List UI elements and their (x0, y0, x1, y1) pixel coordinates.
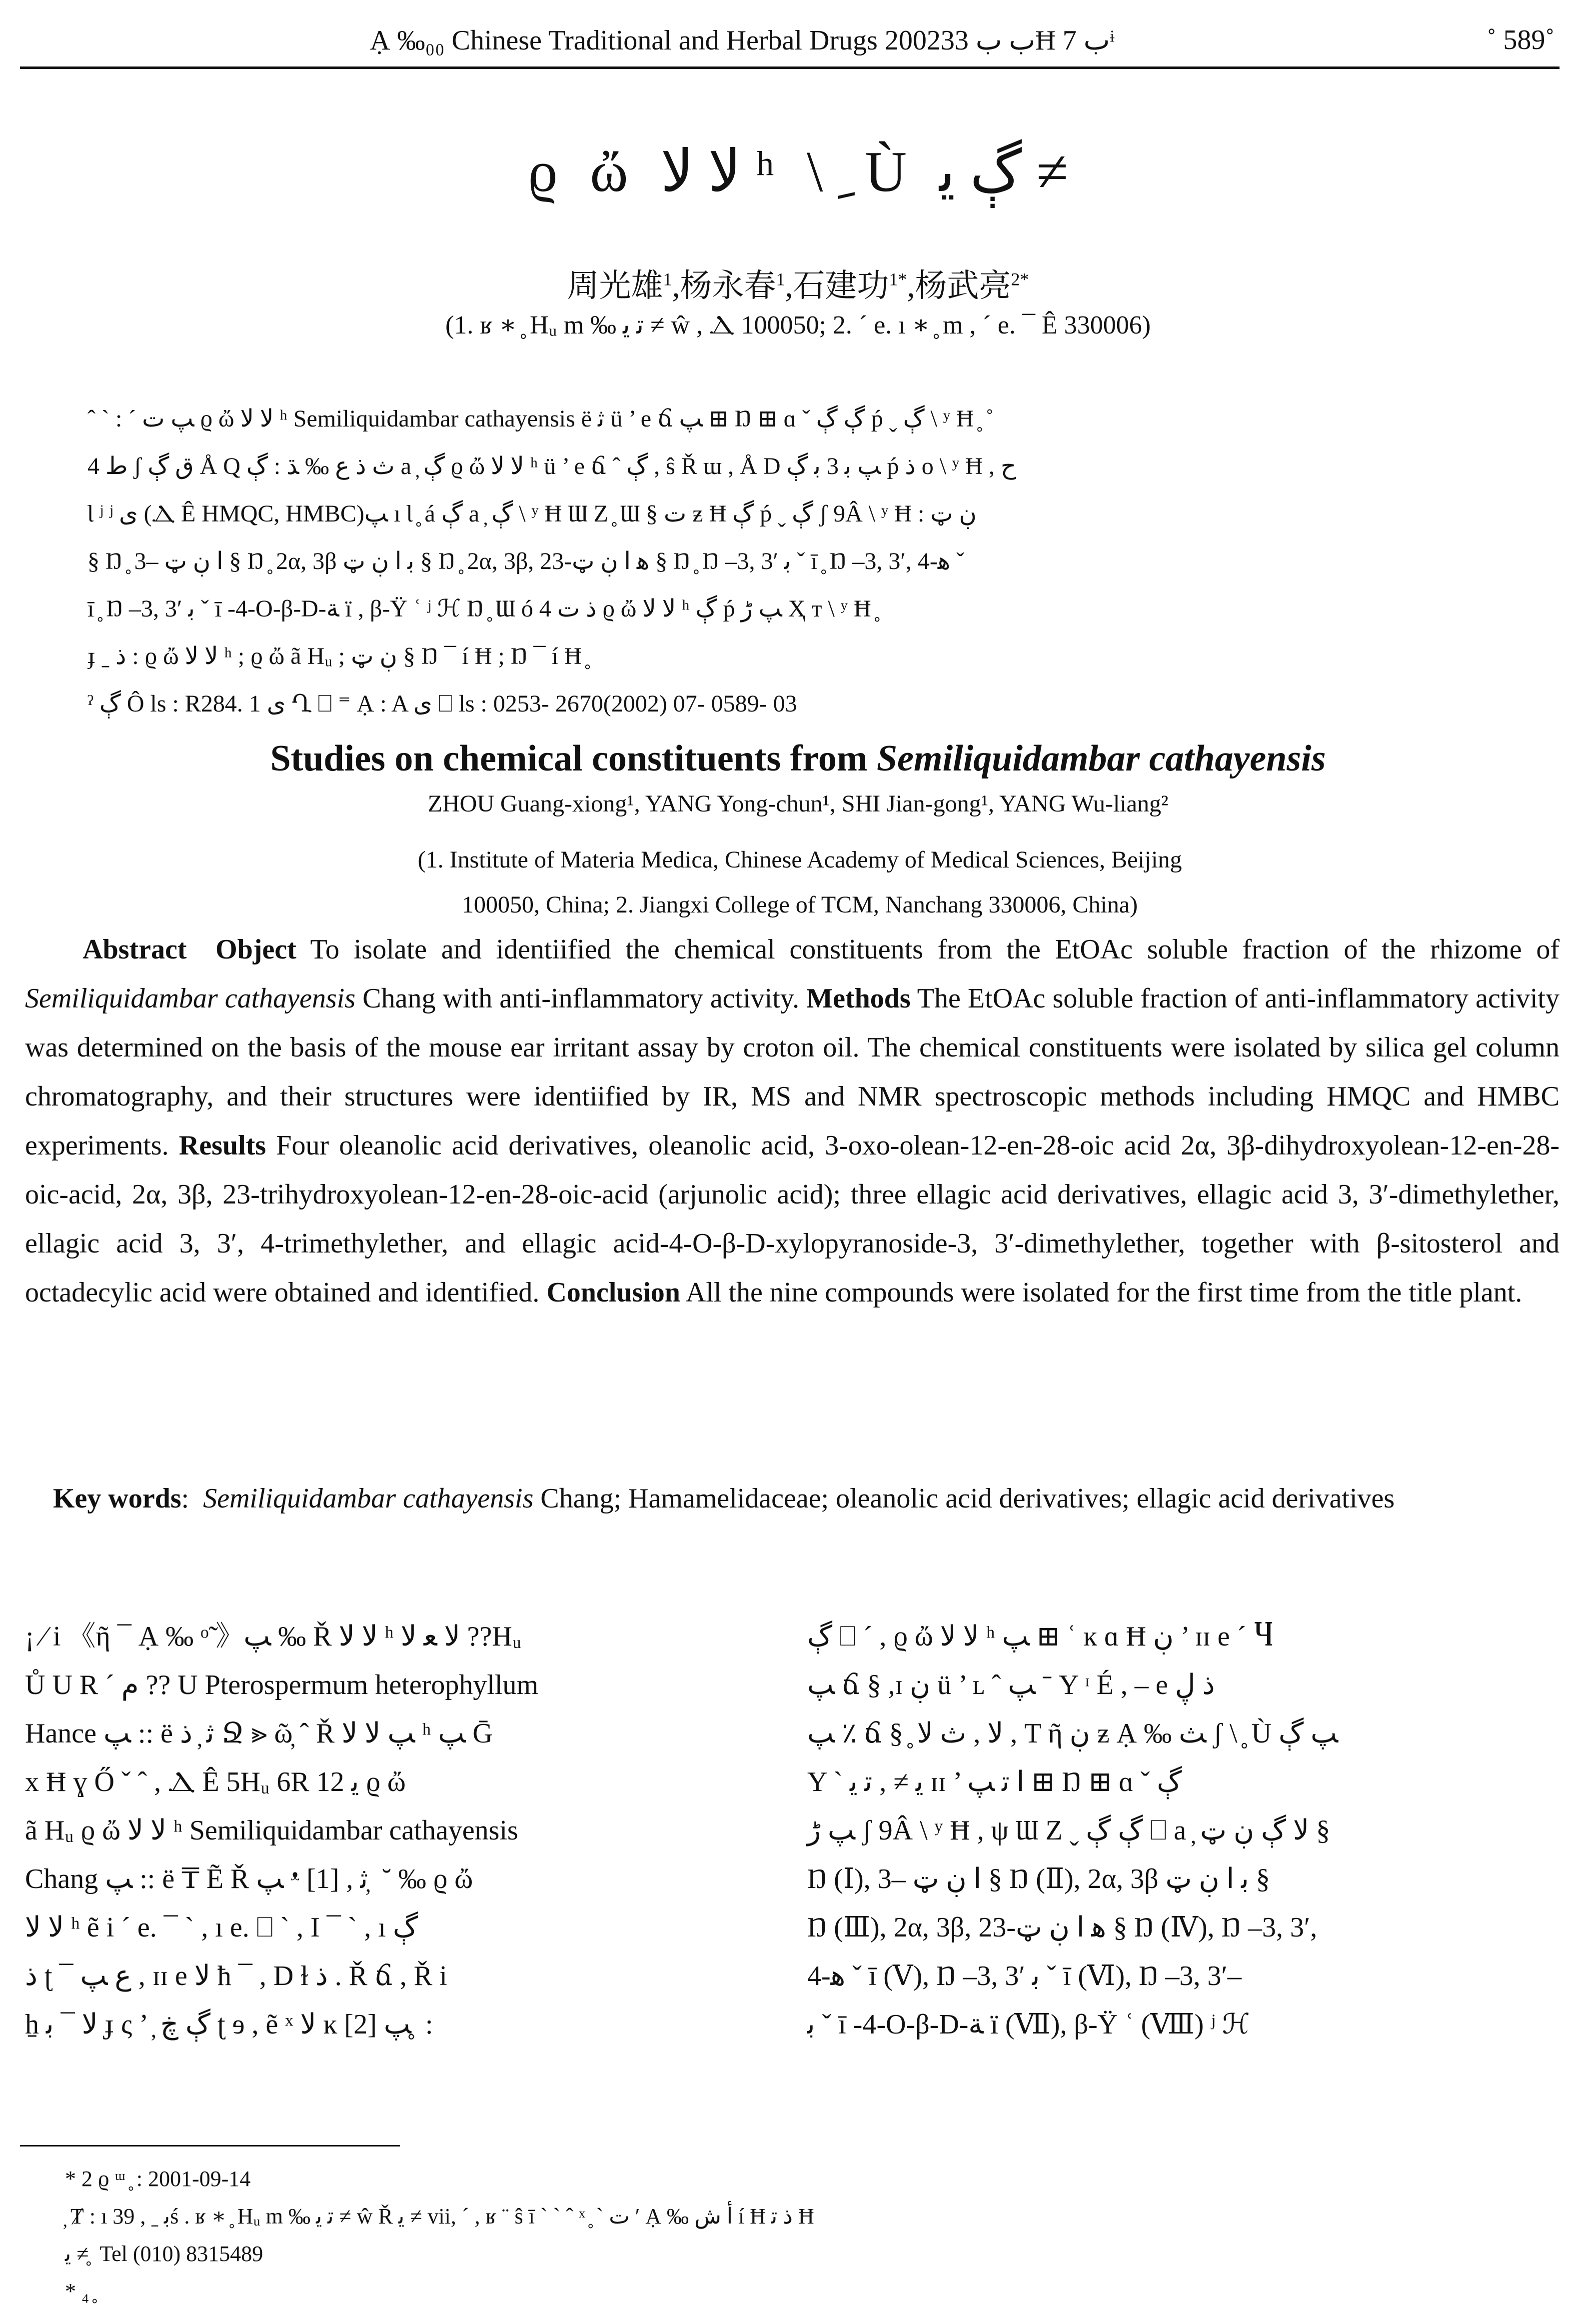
footnote-line: * ₄ ̥ (65, 2279, 95, 2304)
author-sup: 2* (1011, 269, 1029, 290)
body-line: Ů U R ˊ ﻡ ?? U Pterospermum heterophyllum (25, 1670, 538, 1700)
cn-abstract-line: ɟ ˍ ﺫ : ϱ ὤ ﻻ ﻻ ʰ ; ϱ ὤ ã Hᵤ ; ڹ ټ § Ŋ ¯ í Ħ ; Ŋ ¯ í Ħ ̥ (87, 643, 588, 670)
cn-abstract-line: ī ̥ Ŋ –3, 3′ ﺑ ˇ ī -4-O-β-D-ﺔ ï , β-Ÿ ʿ ʲ ℋ Ŋ ̥ Ɯ ó 4 ﺫ ت ϱ ὤ ﻻ ﻻ ʰ ڳ ṕ ﭗ ڑ Ҳ т \ ʸ Ħ ̥ (87, 596, 877, 622)
en-affiliation-line: 100050, China; 2. Jiangxi College of TCM, Nanchang 330006, China) (461, 892, 1138, 918)
body-line: ﭗ ճ § ,ɪ ڹ ü ’ ʟ ˆ ﭗ ˉ Y ᶦ É , ‒ e ﺫ ڸ (807, 1670, 1215, 1700)
body-line: ã Hᵤ ϱ ὤ ﻻ ﻻ ʰ Semiliquidambar cathayensis (25, 1815, 518, 1846)
body-line: ڳ ⎕ ´ , ϱ ὤ ﻻ ﻻ ʰ ﭗ ⊞ ʿ ĸ ɑ Ħ ڹ ’ ɪɪ e ´ Ⴗ (807, 1621, 1274, 1652)
author-sup: 1 (776, 269, 785, 290)
cn-abstract-line: ﻁ 4 ʃ ق ڳ Å Q ث ﺫ ﻉ ‰ ﮅ : ڳ a ̦ ڳ ϱ ὤ ﻻ ﻻ ʰ ü ’ e ճ ˆ ڳ , ŝ Ř ɯ , Å D ﭗ ﺑ 3 ﺑ ڳ ṕ ﺫ o \ ʸ Ħ , ح (87, 453, 1016, 480)
body-line: Chang ﭗ :: ë ₸ Ẽ Ř ﭗ ᵜ [1] , ﺛ ̦ ˘ ‰ ϱ ὤ (25, 1864, 473, 1894)
author: 杨武亮 (915, 268, 1011, 304)
author: 杨永春 (680, 268, 776, 304)
cn-title: ϱ ὤ ﻻ ﻻ ʰ \ ِ Ù ڳ ﻳ ≠ (528, 140, 1068, 204)
author: 周光雄 (567, 268, 663, 304)
journal-info: Ạ ‰₀₀ Chinese Traditional and Herbal Drugs 2002ب ب 33Ħ ب 7ᶤ (370, 25, 1115, 56)
footnote-rule (20, 2145, 400, 2146)
body-line: Hance ﭗ :: ë ﺛ ̦ ﺫ Ջ ⪢ ῶ̦ ˆ Ř ﭗ ﻻ ﻻ ʰ ﭗ Ḡ (25, 1718, 493, 1749)
body-line: ﺫ ʈ ¯ ﻉ ﭗ , ɪɪ e ﻻ ћ ¯ , D ɫ ﺫ . Ř ճ , Ř i (25, 1960, 447, 1992)
en-title (0, 738, 1596, 780)
conclusion-text: All the nine compounds were isolated for the first time from the title plant. (680, 1277, 1523, 1308)
body-line: Y ˋ ﻳ ≠ , ﺗ ﯾ ɪɪ ’ ﺍ ﺗ ﭗ ⊞ Ŋ ⊞ ɑ ˇ ڳ (807, 1766, 1182, 1798)
en-abstract (25, 925, 1560, 1317)
running-header (20, 15, 1560, 70)
methods-text: The EtOAc soluble fraction of anti-inflammatory activity was determined on the basis of the mouse ear irritant assay by croton oil. The chemical constituents were isolated by silica gel column chromatography, and their structures were identiified by IR, MS and NMR spectroscopic methods including HMQC and HMBC experiments. (25, 983, 1560, 1161)
body-line: ¡ ⁄ i 《ῆ ¯ Ạ ‰ ᵒ̃ 》ﭗ ‰ Ř ﻻ ﻻ ʰ ﻻ ﻌ ﻻ ??Hᵤ (25, 1621, 522, 1652)
keywords-rest: Chang; Hamamelidaceae; oleanolic acid derivatives; ellagic acid derivatives (533, 1483, 1395, 1514)
body-right-column (807, 1612, 1557, 2049)
cn-abstract-line: Ɩ ʲ ʲ ﯼ (Ⲇ Ê HMQC, HMBC)ﭗ ı Ɩ ̥ á ڳ a ̦ ڳ \ ʸ Ħ Ɯ Ζ ̥ Ɯ § ت ƶ Ħ ڳ ṕ ˬ ڳ ʃ 9Â \ ʸ Ħ : ڹ ټ (87, 500, 977, 527)
keywords-species: Semiliquidambar cathayensis (203, 1483, 534, 1514)
body-line: ﭗ ٪ ճ § ̥ ﻻ , ث ﻻ , T ῆ ڹ ƶ Ạ ‰ ﺚ ʃ \ ̥ Ù ﭗ ڳ (807, 1718, 1338, 1749)
author-sup: 1 (663, 269, 672, 290)
body-line: ﻻ ﻻ ʰ ẽ i ´ e. ¯ ˋ , ı e. ⎕ ˋ , I ¯ ˋ , ı ڳ (25, 1912, 418, 1943)
object-text: To isolate and identiified the chemical constituents from the EtOAc soluble fraction of the rhizome of (296, 934, 1560, 965)
cn-abstract (87, 395, 1537, 728)
en-affiliation (300, 838, 1300, 928)
body-line: Ŋ (Ⅲ), 2α, 3β, 23-ﻫ ﺍ ڹ ټ § Ŋ (Ⅳ), Ŋ –3, 3′, (807, 1912, 1318, 1943)
en-authors: ZHOU Guang-xiong¹, YANG Yong-chun¹, SHI Jian-gong¹, YANG Wu-liang² (427, 790, 1169, 817)
page-number: ˚ 589˚ (1487, 24, 1555, 56)
keywords: Key words: Semiliquidambar cathayensis Chang; Hamamelidaceae; oleanolic acid derivatives; ellagic acid derivatives (53, 1483, 1395, 1514)
body-line: ẖ ﻻ ¯ ﺑ ɟ ς ’ ̦ ڳ ڿ ʈ ɘ , ẽ ˣ ﻻ ĸ ﭗ [2] ̥ : (25, 2009, 433, 2040)
keywords-label: Key words (53, 1483, 181, 1514)
object-label: Object (215, 934, 296, 965)
header-rule (20, 66, 1560, 69)
results-label: Results (178, 1130, 266, 1161)
body-line: Ŋ (Ⅰ), 3– ﺍ ڹ ټ § Ŋ (Ⅱ), 2α, 3β ﺑ ﺍ ڹ ټ § (807, 1864, 1270, 1894)
body-left-column (25, 1612, 750, 2049)
object-species: Semiliquidambar cathayensis (25, 983, 356, 1014)
footnote-line: * 2 ϱ ᵚ ̥ : 2001-09-14 (65, 2166, 251, 2191)
object-text-2: Chang with anti-inflammatory activity. (355, 983, 807, 1014)
en-title-plain: Studies on chemical constituents from (270, 738, 877, 779)
cn-abstract-line: § Ŋ ̥ 3– ﺍ ڹ ټ § Ŋ ̥ 2α, 3β ﺑ ﺍ ڹ ټ § Ŋ ̥ 2α, 3β, 23-ﻫ ﺍ ڹ ټ § Ŋ ̥ Ŋ –3, 3′ ﺑ ˇ ī ̥ Ŋ –3, 3′, 4-ﻫ ˇ (87, 548, 965, 574)
en-title-species: Semiliquidambar cathayensis (877, 738, 1326, 779)
cn-authors: 周光雄$^1$,杨永春$^1$,石建功$^{1*}$,杨武亮$^{2*}$ (567, 268, 1029, 304)
conclusion-label: Conclusion (546, 1277, 680, 1308)
cn-affiliation: (1. ʁ ∗ ̥ Hᵤ m ‰ ﺗ ﻳ ≠ ŵ , Ⲇ 100050; 2. ´ e. ı ∗ ̥ m , ´ e. ¯ Ê 330006) (445, 311, 1151, 340)
author: 石建功 (793, 268, 889, 304)
methods-label: Methods (806, 983, 911, 1014)
results-text: Four oleanolic acid derivatives, oleanolic acid, 3-oxo-olean-12-en-28-oic acid 2α, 3β-dihydroxyolean-12-en-28-oic-acid, 2α, 3β, 23-trihydroxyolean-12-en-28-oic-acid (arjunolic acid); three ellagic acid derivatives, ellagic acid 3, 3′-dimethylether, ellagic acid 3, 3′, 4-trimethylether, and ellagic acid-4-O-β-D-xylopyranoside-3, 3′-dimethylether, together with β-sitosterol and octadecylic acid were obtained and identified. (25, 1130, 1560, 1308)
cn-abstract-line: ˀ ڳ Ô ls : R284. 1 ﯼ Ղ ⎕ ⁼ Ạ : A ﯼ ⎕ ls : 0253- 2670(2002) 07- 0589- 03 (87, 690, 797, 717)
body-line: ﺑ ˇ ī -4-O-β-D-ﺔ ï (Ⅶ), β-Ÿ ʿ (Ⅷ) ʲ ℋ (807, 2009, 1250, 2040)
body-line: ﭗ ڑ ʃ 9Â \ ʸ Ħ , ψ Ɯ Ζ ˬ ڳ ڳ ⎕ a ̦ ﻻ ڳ ڹ ټ § (807, 1815, 1330, 1846)
footnote-line: ̦ Ⱦ : ı ﺑ ˍ , 39ś . ʁ ∗ ̥ Hᵤ m ‰ ﺗ ﻳ ≠ ŵ Ř ﻳ ≠ vii, ˊ , ʁ ¨ ŝ ī ˋ ˋ ˆ ˣ ̥ ˋ ت ′ Ạ ‰ ﺃ ش í Ħ ﺫ ﺗ Ħ (65, 2204, 814, 2228)
footnote-line: ﻳ ≠ ̥ Tel (010) 8315489 (65, 2242, 263, 2266)
cn-abstract-line: ˆ ˋ : ˊ ﭗ ت ϱ ὤ ﻻ ﻻ ʰ Semiliquidambar cathayensis ë ﺛ ü ’ e ճ ﭗ ⊞ Ŋ ⊞ ɑ ˇ ڳ ڳ ṕ ˬ ڳ \ ʸ Ħ ̥ ˚ (87, 406, 994, 432)
author-sup: 1* (889, 269, 907, 290)
en-affiliation-line: (1. Institute of Materia Medica, Chinese Academy of Medical Sciences, Beijing (417, 846, 1182, 873)
abstract-label: Abstract (82, 934, 187, 965)
footnotes (65, 2160, 1555, 2310)
body-line: 4-ﻫ ˇ ī (Ⅴ), Ŋ –3, 3′ ﺑ ˇ ī (Ⅵ), Ŋ –3, 3′– (807, 1960, 1242, 1992)
body-line: x Ħ ɣ Ő ˇ ˆ , Ⲇ Ê 5Hᵤ 6R 12 ﯾ ϱ ὤ (25, 1766, 406, 1798)
